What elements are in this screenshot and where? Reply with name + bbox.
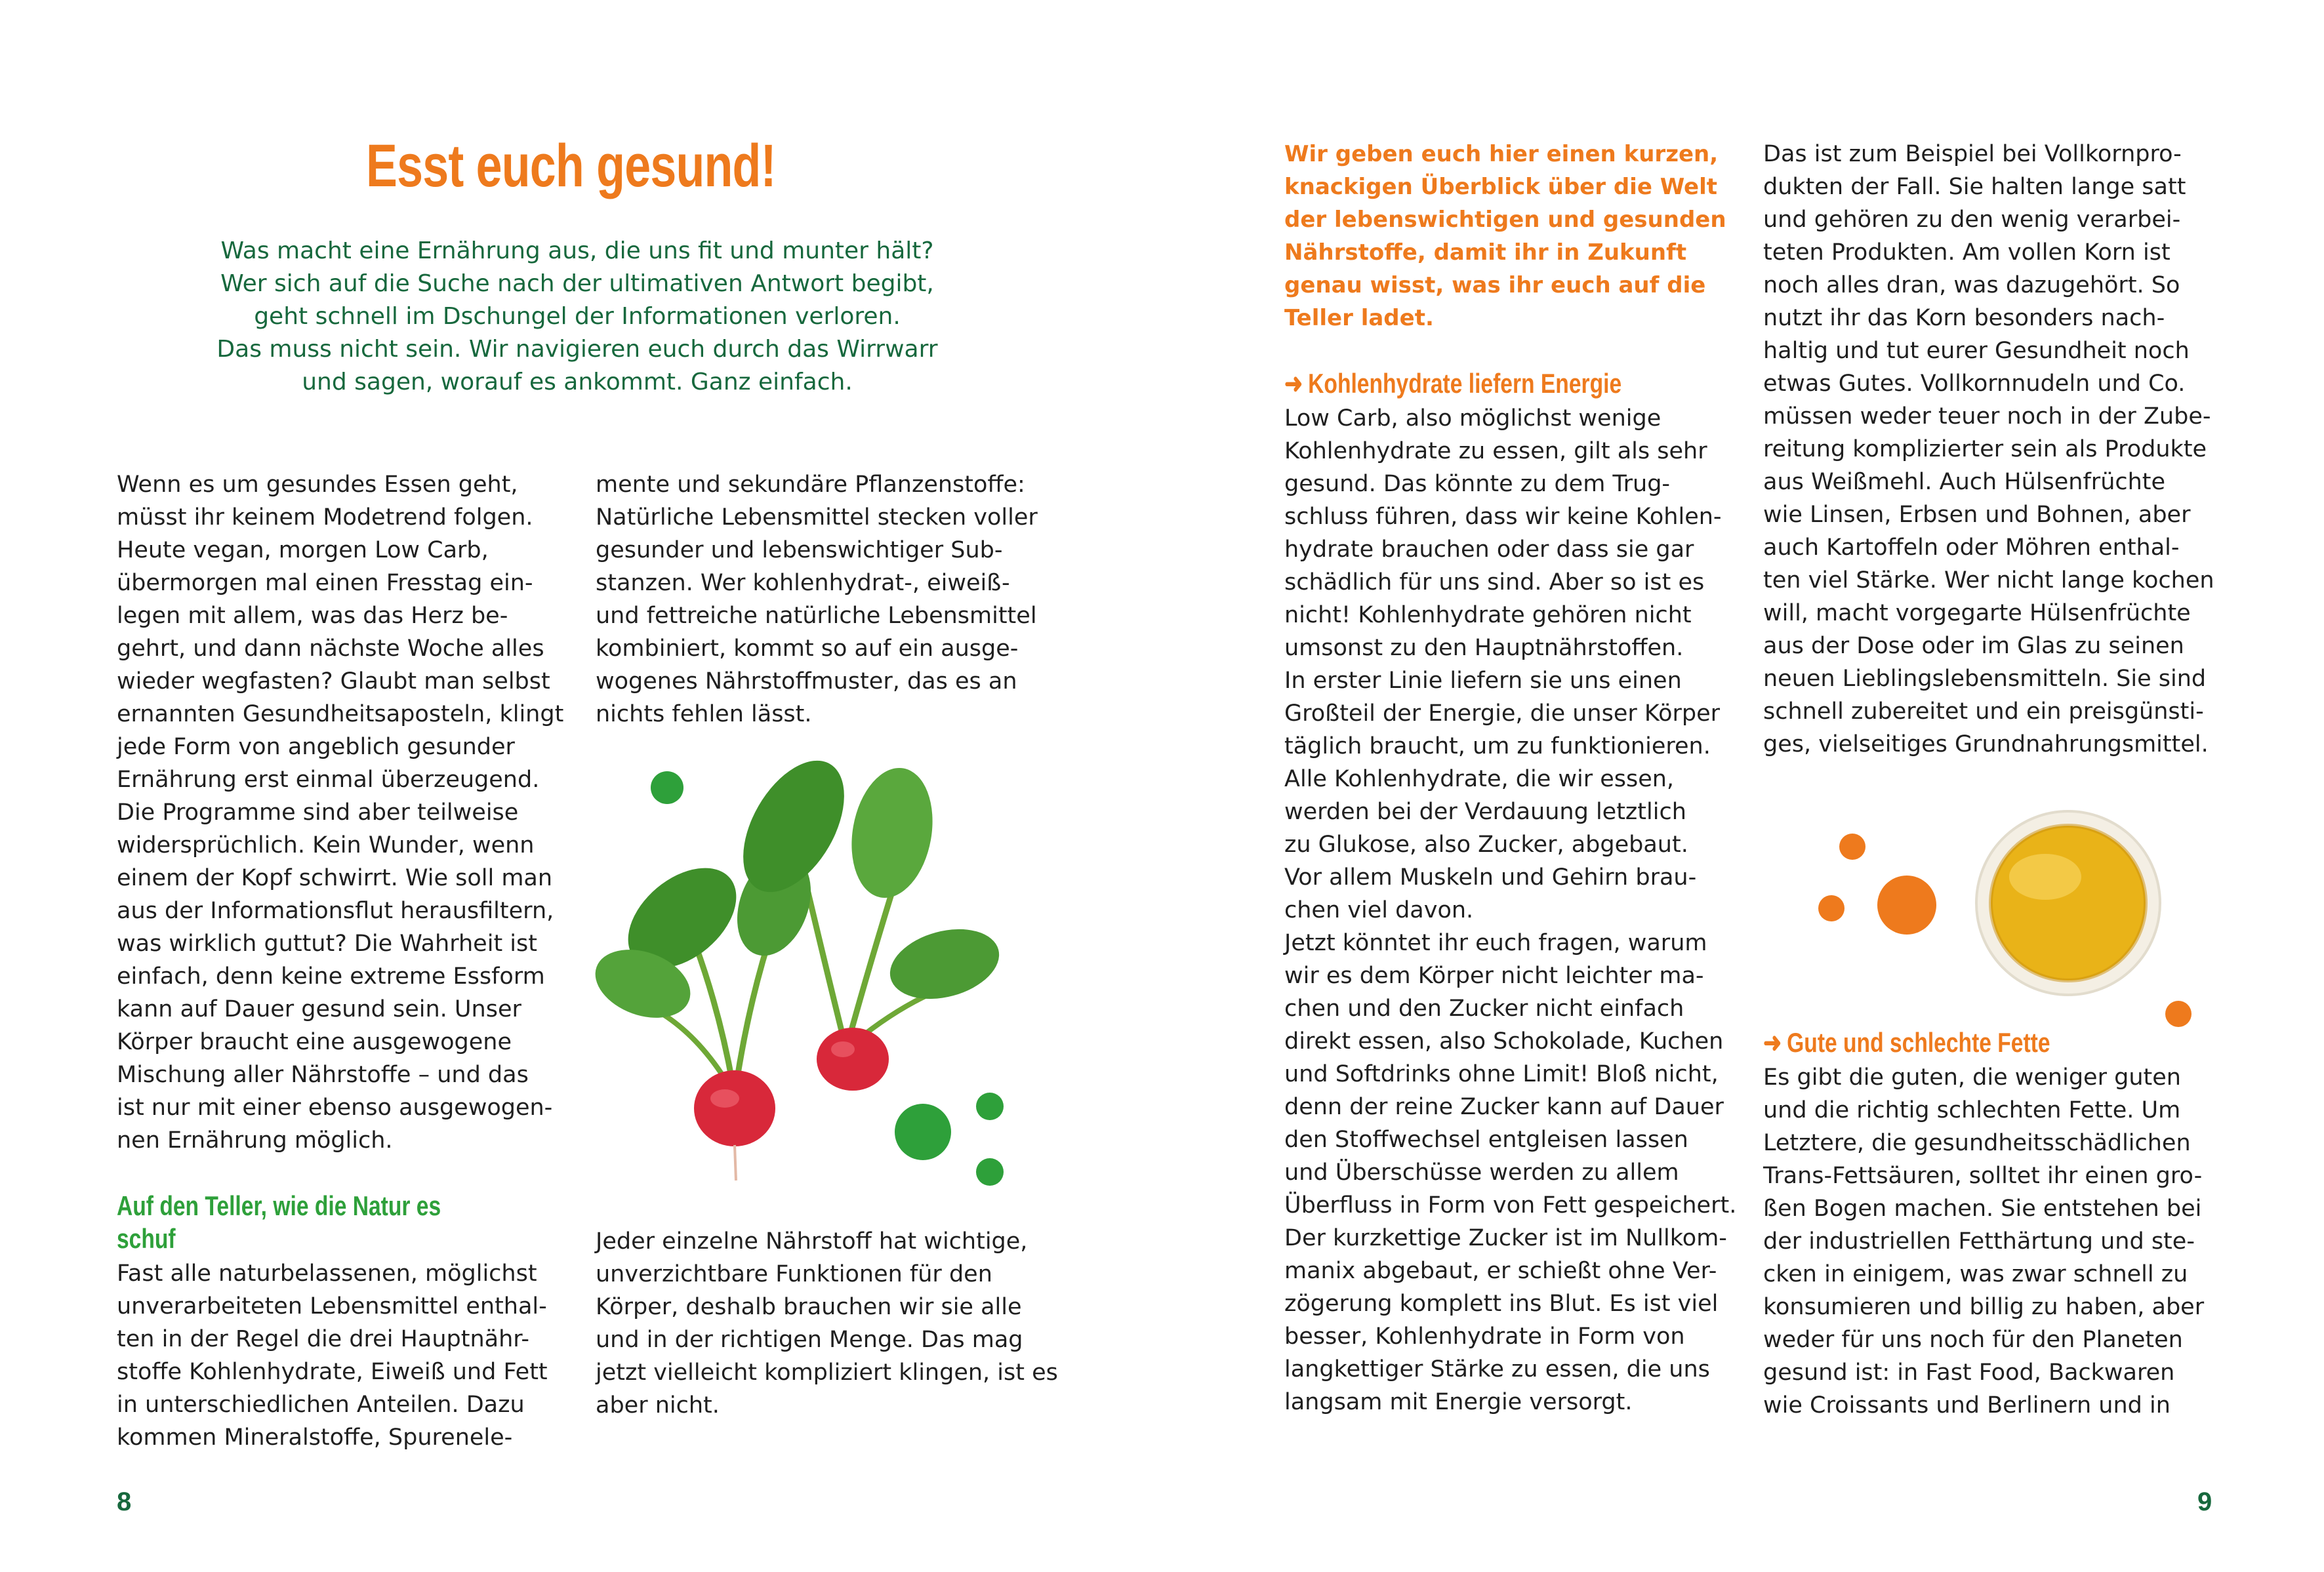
section-heading-teller: Auf den Teller, wie die Natur es schuf [117,1190,441,1254]
right-column-2-lower [1763,1026,2222,1422]
radish-stem [846,892,892,1049]
decorative-dot [895,1104,951,1160]
decorative-dot [1877,876,1936,935]
decorative-dot [976,1093,1004,1120]
section-heading-carbs [1284,367,1621,400]
body-paragraph: Wenn es um gesundes Essen geht, müsst ihr keinem Modetrend folgen. Heute vegan, morgen Low Carb, übermorgen mal einen Fresstag ein- legen mit allem, was das Herz be- gehrt, und dann nächste Woche alles wieder wegfasten? Glaubt man selbst ernannten Gesundheitsaposteln, klingt jede Form von angeblich gesunder Ernährung erst einmal überzeugend. Die Programme sind aber teilweise widersprüchlich. Kein Wunder, wenn einem der Kopf schwirrt. Wie soll man aus der Informationsflut herausfiltern, was wirklich guttut? Die Wahrheit ist einfach, denn keine extreme Essform kann auf Dauer gesund sein. Unser Körper braucht eine ausgewogene Mischung aller Nährstoffe – und das ist nur mit einer ebenso ausgewogen- nen Ernährung möglich. [117,472,564,1154]
section-heading-carbs-text: Kohlenhydrate liefern Energie [1308,368,1622,399]
radish-leaf [842,761,943,904]
page-title: Esst euch gesund! [366,132,776,199]
body-paragraph: Jeder einzelne Nährstoff hat wichtige, unverzichtbare Funktionen für den Körper, deshalb brauchen wir sie alle und in der richtigen Menge. Das mag jetzt vielleicht kompliziert klingen, ist es aber nicht. [596,1228,1058,1419]
body-paragraph: mente und sekundäre Pflanzenstoffe: Natürliche Lebensmittel stecken voller gesunder und lebenswichtiger Sub- stanzen. Wer kohlenhydrat-, eiweiß- und fettreiche natürliche Lebensmittel kombiniert, kommt so auf ein ausge- wogenes Nährstoffmuster, das es an nichts fehlen lässt. [596,472,1038,727]
decorative-dot [2165,1001,2191,1027]
lead-text: Wir geben euch hier einen kurzen, knackigen Überblick über die Welt der lebenswichtigen und gesunden Nährstoffe, damit ihr in Zukunft genau wisst, was ihr euch auf die Teller ladet. [1284,141,1726,331]
radish-leaf [722,744,865,910]
radish-leaf [882,918,1007,1011]
arrow-icon: ➜ [1763,1027,1782,1058]
body-paragraph: Es gibt die guten, die weniger guten und die richtig schlechten Fette. Um Letztere, die gesundheitsschädlichen Trans-Fettsäuren, solltet ihr einen gro- ßen Bogen machen. Sie entstehen bei der industriellen Fetthärtung und ste- cken in einigem, was zwar schnell zu konsumieren und billig zu haben, aber weder für uns noch für den Planeten gesund ist: in Fast Food, Backwaren wie Croissants und Berlinern und in [1763,1064,2205,1419]
section-heading-carbs-row [1284,367,1743,402]
page-number-left: 8 [117,1487,132,1516]
decorative-dot [1839,834,1865,860]
body-paragraph: Fast alle naturbelassenen, möglichst unverarbeiteten Lebensmittel enthal- ten in der Regel die drei Hauptnähr- stoffe Kohlenhydrate, Eiweiß und Fett in unterschiedlichen Anteilen. Dazu kommen Mineralstoffe, Spurenele- [117,1260,548,1451]
left-column-2-lower [596,1225,1068,1422]
oil-bowl-illustration [1973,808,2163,998]
radish-highlight [831,1041,855,1057]
section-heading-fats-row [1763,1026,2222,1061]
radish-highlight [710,1089,739,1108]
radish-bulb [694,1070,775,1146]
left-column-2 [596,468,1068,731]
right-page [1162,0,2324,1572]
section-heading-fats-text: Gute und schlechte Fette [1787,1027,2050,1058]
right-column-2 [1763,138,2222,761]
decorative-dot [976,1158,1004,1186]
right-column-1 [1284,138,1743,1419]
decorative-dot [651,771,683,804]
radish-bulb [817,1028,889,1091]
arrow-icon: ➜ [1284,368,1303,399]
section-heading-fats [1763,1026,2050,1059]
left-column-1 [117,468,576,1454]
radish-root [735,1145,736,1180]
body-paragraph: Low Carb, also möglichst wenige Kohlenhydrate zu essen, gilt als sehr gesund. Das könnte zu dem Trug- schluss führen, dass wir keine Kohlen- hydrate brauchen oder dass sie gar schädlich für uns sind. Aber so ist es nicht! Kohlenhydrate gehören nicht umsonst zu den Hauptnährstoffen. In erster Linie liefern sie uns einen Großteil der Energie, die unser Körper täglich braucht, um zu funktionieren. Alle Kohlenhydrate, die wir essen, werden bei der Verdauung letztlich zu Glukose, also Zucker, abgebaut. Vor allem Muskeln und Gehirn brau- chen viel davon. Jetzt könntet ihr euch fragen, warum wir es dem Körper nicht leichter ma- chen und den Zucker nicht einfach direkt essen, also Schokolade, Kuchen und Softdrinks ohne Limit! Bloß nicht, denn der reine Zucker kann auf Dauer den Stoffwechsel entgleisen lassen und Überschüsse werden zu allem Überfluss in Form von Fett gespeichert. Der kurzkettige Zucker ist im Nullkom- manix abgebaut, er schießt ohne Ver- zögerung komplett ins Blut. Es ist viel besser, Kohlenhydrate in Form von langkettiger Stärke zu essen, die uns langsam mit Energie versorgt. [1284,405,1737,1415]
body-paragraph: Das ist zum Beispiel bei Vollkornpro- dukten der Fall. Sie halten lange satt und gehören zu den wenig verarbei- teten Produkten. Am vollen Korn ist noch alles dran, was dazugehört. So nutzt ihr das Korn besonders nach- haltig und tut eurer Gesundheit noch etwas Gutes. Vollkornnudeln und Co. müssen weder teuer noch in der Zube- reitung komplizierter sein als Produkte aus Weißmehl. Auch Hülsenfrüchte wie Linsen, Erbsen und Bohnen, aber auch Kartoffeln oder Möhren enthal- ten viel Stärke. Wer nicht lange kochen will, macht vorgegarte Hülsenfrüchte aus der Dose oder im Glas zu seinen neuen Lieblingslebensmitteln. Sie sind schnell zubereitet und ein preisgünsti- ges, vielseitiges Grundnahrungsmittel. [1763,141,2214,757]
page-number-right: 9 [2197,1487,2212,1516]
oil-highlight [2009,854,2081,900]
decorative-dot [1818,895,1845,921]
intro-text: Was macht eine Ernährung aus, die uns fit und munter hält? Wer sich auf die Suche nach der ultimativen Antwort begibt, geht schnell im Dschungel der Informationen verloren. Das muss nicht sein. Wir navigieren euch durch das Wirrwarr und sagen, worauf es ankommt. Ganz einfach. [216,237,938,395]
